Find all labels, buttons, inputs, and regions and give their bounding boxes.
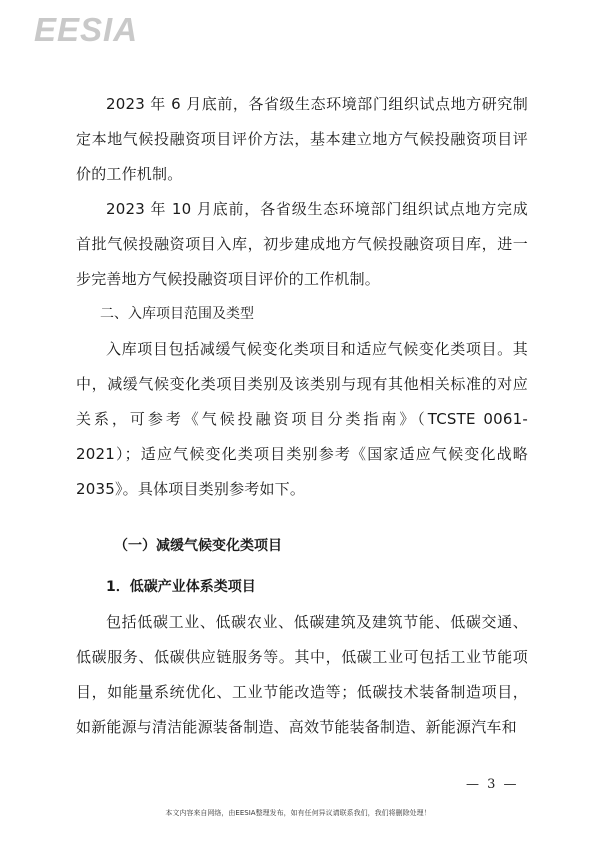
paragraph-project-scope: 入库项目包括减缓气候变化类项目和适应气候变化类项目。其中，减缓气候变化类项目类别及该类别与现有其他相关标准的对应关系，可参考《气候投融资项目分类指南》（TCSTE 0061-2021）；适应气候变化类项目类别参考《国家适应气候变化战略 2035》。具体项目类别参考如下。: [76, 340, 528, 498]
footer-disclaimer: 本文内容来自网络，由EESIA整理发布，如有任何异议请联系我们，我们将删除处理！: [165, 809, 431, 817]
item-heading-low-carbon-industry: 1．低碳产业体系类项目: [106, 579, 256, 595]
document-body: [76, 87, 528, 745]
subsection-heading-mitigation: （一）减缓气候变化类项目: [114, 538, 282, 554]
page-number: — 3 —: [466, 777, 519, 792]
paragraph-low-carbon-industry: 包括低碳工业、低碳农业、低碳建筑及建筑节能、低碳交通、低碳服务、低碳供应链服务等。其中，低碳工业可包括工业节能项目，如能量系统优化、工业节能改造等；低碳技术装备制造项目，如新能源与清洁能源装备制造、高效节能装备制造、新能源汽车和: [76, 613, 528, 736]
paragraph-october-deadline: 2023 年 10 月底前，各省级生态环境部门组织试点地方完成首批气候投融资项目入库，初步建成地方气候投融资项目库，进一步完善地方气候投融资项目评价的工作机制。: [76, 200, 528, 288]
paragraph-june-deadline: 2023 年 6 月底前，各省级生态环境部门组织试点地方研究制定本地气候投融资项目评价方法，基本建立地方气候投融资项目评价的工作机制。: [76, 95, 528, 183]
eesia-logo: EESIA: [34, 11, 139, 48]
section-heading-scope: 二、入库项目范围及类型: [100, 306, 254, 322]
